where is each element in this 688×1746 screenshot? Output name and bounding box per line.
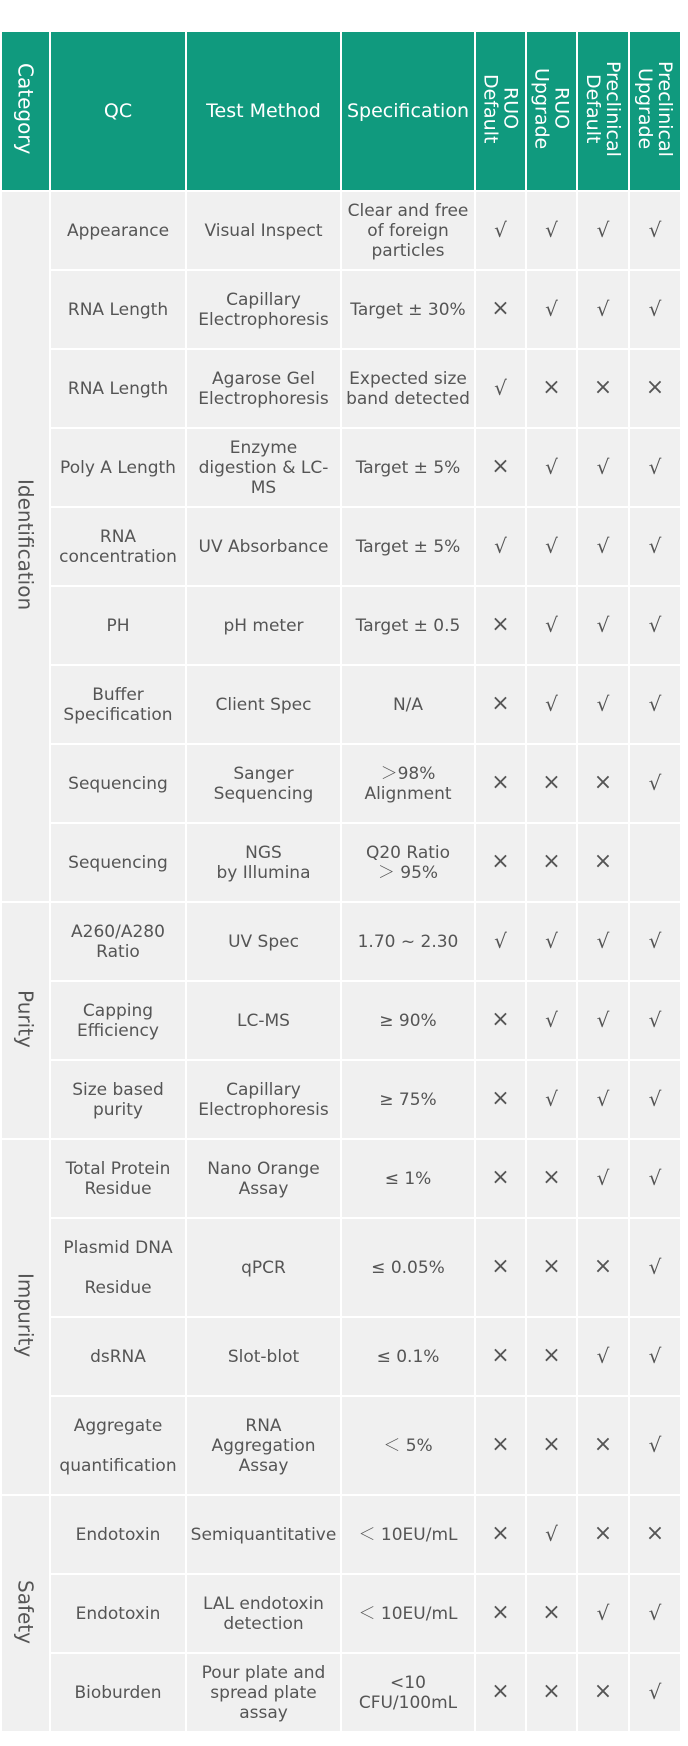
mark-symbol: ×	[491, 1254, 510, 1279]
method-cell: Enzyme digestion & LC- MS	[187, 429, 340, 506]
method-cell: UV Spec	[187, 903, 340, 980]
table-row	[2, 982, 680, 1059]
qc-cell: Capping Efficiency	[51, 982, 185, 1059]
check-mark-icon	[527, 982, 576, 1059]
mark-symbol: ×	[645, 375, 665, 400]
spec-cell: Target ± 5%	[342, 508, 474, 585]
mark-symbol: ×	[491, 296, 510, 321]
mark-symbol: ×	[593, 1432, 613, 1457]
method-cell: NGS by Illumina	[187, 824, 340, 901]
mark-symbol: ×	[645, 1521, 665, 1546]
category-impurity	[2, 1140, 49, 1494]
qc-cell: RNA Length	[51, 271, 185, 348]
qc-cell: Poly A Length	[51, 429, 185, 506]
qc-cell: Endotoxin	[51, 1496, 185, 1573]
spec-cell: <10 CFU/100mL	[342, 1654, 474, 1731]
spec-cell: ≤ 0.1%	[342, 1318, 474, 1395]
check-mark-icon	[476, 508, 525, 585]
check-mark-icon	[578, 271, 628, 348]
mark-symbol: √	[596, 691, 610, 716]
mark-symbol: ×	[542, 1343, 561, 1368]
mark-symbol: ×	[593, 1254, 613, 1279]
spec-cell: ≥ 90%	[342, 982, 474, 1059]
mark-symbol: ×	[491, 849, 510, 874]
check-mark-icon	[630, 1140, 680, 1217]
check-mark-icon	[527, 903, 576, 980]
check-mark-icon	[578, 982, 628, 1059]
mark-symbol: √	[596, 612, 610, 637]
method-cell: Visual Inspect	[187, 192, 340, 269]
method-cell: Client Spec	[187, 666, 340, 743]
mark-symbol: √	[648, 1679, 662, 1704]
check-mark-icon	[630, 192, 680, 269]
check-mark-icon	[527, 508, 576, 585]
mark-symbol: ×	[593, 849, 613, 874]
header-qc: QC	[51, 32, 185, 190]
cross-mark-icon	[630, 1496, 680, 1573]
method-cell: Capillary Electrophoresis	[187, 1061, 340, 1138]
cross-mark-icon	[527, 1397, 576, 1494]
spec-cell: ≤ 1%	[342, 1140, 474, 1217]
check-mark-icon	[527, 192, 576, 269]
mark-symbol: √	[648, 691, 662, 716]
spec-cell: Target ± 30%	[342, 271, 474, 348]
cross-mark-icon	[476, 1318, 525, 1395]
cross-mark-icon	[578, 1654, 628, 1731]
spec-cell: ≥ 75%	[342, 1061, 474, 1138]
check-mark-icon	[630, 587, 680, 664]
header-test-method: Test Method	[187, 32, 340, 190]
mark-symbol: √	[596, 454, 610, 479]
mark-symbol: √	[545, 217, 558, 242]
mark-symbol: √	[545, 691, 558, 716]
mark-symbol: ×	[542, 1679, 561, 1704]
check-mark-icon	[630, 1575, 680, 1652]
mark-symbol: ×	[491, 1086, 510, 1111]
check-mark-icon	[630, 1061, 680, 1138]
cross-mark-icon	[527, 824, 576, 901]
mark-symbol: √	[648, 1165, 662, 1190]
qc-cell: Endotoxin	[51, 1575, 185, 1652]
mark-symbol: √	[494, 217, 507, 242]
category-safety	[2, 1496, 49, 1731]
table-row	[2, 429, 680, 506]
method-cell: Sanger Sequencing	[187, 745, 340, 822]
spec-cell: ＜ 10EU/mL	[342, 1575, 474, 1652]
qc-cell: Aggregate quantification	[51, 1397, 185, 1494]
table-row	[2, 1575, 680, 1652]
table-row	[2, 1140, 680, 1217]
check-mark-icon	[527, 1496, 576, 1573]
spec-cell: Clear and free of foreign particles	[342, 192, 474, 269]
mark-symbol: √	[648, 928, 662, 953]
check-mark-icon	[527, 587, 576, 664]
qc-cell: RNA Length	[51, 350, 185, 427]
cross-mark-icon	[476, 429, 525, 506]
check-mark-icon	[476, 350, 525, 427]
mark-symbol: √	[648, 1432, 662, 1457]
mark-symbol: √	[648, 296, 662, 321]
mark-symbol: √	[648, 1343, 662, 1368]
table-row	[2, 1318, 680, 1395]
qc-cell: Sequencing	[51, 745, 185, 822]
mark-symbol: √	[648, 533, 662, 558]
spec-cell: ＞98% Alignment	[342, 745, 474, 822]
spec-cell: Target ± 5%	[342, 429, 474, 506]
spec-cell: N/A	[342, 666, 474, 743]
mark-symbol: ×	[542, 375, 561, 400]
header-category: Category	[2, 32, 49, 190]
check-mark-icon	[630, 666, 680, 743]
qc-cell: dsRNA	[51, 1318, 185, 1395]
category-purity	[2, 903, 49, 1138]
table-row	[2, 1654, 680, 1731]
mark-symbol: ×	[491, 691, 510, 716]
check-mark-icon	[578, 1318, 628, 1395]
table-row	[2, 666, 680, 743]
mark-symbol: √	[494, 533, 507, 558]
check-mark-icon	[578, 429, 628, 506]
mark-symbol: ×	[542, 770, 561, 795]
cross-mark-icon	[527, 1654, 576, 1731]
category-identification	[2, 192, 49, 901]
table-row	[2, 1397, 680, 1494]
mark-symbol: ×	[593, 375, 613, 400]
method-cell: Nano Orange Assay	[187, 1140, 340, 1217]
cross-mark-icon	[527, 1219, 576, 1316]
cross-mark-icon	[527, 350, 576, 427]
qc-cell: Appearance	[51, 192, 185, 269]
qc-cell: Bioburden	[51, 1654, 185, 1731]
mark-symbol: ×	[491, 770, 510, 795]
mark-symbol: ×	[491, 1600, 510, 1625]
check-mark-icon	[630, 1318, 680, 1395]
mark-symbol: √	[545, 612, 558, 637]
qc-cell: Plasmid DNA Residue	[51, 1219, 185, 1316]
qc-cell: Sequencing	[51, 824, 185, 901]
category-label: Identification	[13, 479, 38, 611]
cross-mark-icon	[476, 1219, 525, 1316]
mark-symbol: ×	[491, 612, 510, 637]
spec-cell: Target ± 0.5	[342, 587, 474, 664]
header-ruo-default: RUO Default	[476, 32, 525, 190]
check-mark-icon	[527, 271, 576, 348]
check-mark-icon	[630, 429, 680, 506]
mark-symbol: √	[648, 1600, 662, 1625]
method-cell: UV Absorbance	[187, 508, 340, 585]
cross-mark-icon	[578, 350, 628, 427]
mark-symbol: √	[648, 1086, 662, 1111]
mark-symbol: √	[596, 533, 610, 558]
qc-cell: Buffer Specification	[51, 666, 185, 743]
mark-symbol: √	[545, 533, 558, 558]
check-mark-icon	[578, 666, 628, 743]
mark-symbol: ×	[542, 849, 561, 874]
table-row	[2, 350, 680, 427]
check-mark-icon	[476, 903, 525, 980]
cross-mark-icon	[476, 587, 525, 664]
mark-symbol: √	[545, 296, 558, 321]
mark-symbol: √	[596, 1007, 610, 1032]
mark-symbol: √	[648, 454, 662, 479]
mark-symbol: ×	[491, 1007, 510, 1032]
table-row	[2, 745, 680, 822]
spec-cell: ＜ 10EU/mL	[342, 1496, 474, 1573]
method-cell: Pour plate and spread plate assay	[187, 1654, 340, 1731]
mark-symbol: √	[596, 928, 610, 953]
check-mark-icon	[578, 903, 628, 980]
mark-symbol: √	[648, 1254, 662, 1279]
mark-symbol: ×	[593, 1521, 613, 1546]
qc-table-container	[0, 30, 680, 1733]
cross-mark-icon	[476, 982, 525, 1059]
qc-cell: A260/A280 Ratio	[51, 903, 185, 980]
check-mark-icon	[578, 192, 628, 269]
check-mark-icon	[527, 429, 576, 506]
mark-symbol: ×	[491, 1432, 510, 1457]
header-specification: Specification	[342, 32, 474, 190]
mark-symbol: ×	[491, 1343, 510, 1368]
cross-mark-icon	[578, 1496, 628, 1573]
method-cell: pH meter	[187, 587, 340, 664]
mark-symbol: √	[596, 296, 610, 321]
check-mark-icon	[630, 508, 680, 585]
empty-mark-cell	[630, 824, 680, 901]
table-row	[2, 508, 680, 585]
table-row	[2, 1219, 680, 1316]
cross-mark-icon	[578, 1219, 628, 1316]
cross-mark-icon	[476, 745, 525, 822]
table-row	[2, 824, 680, 901]
mark-symbol: √	[648, 770, 662, 795]
table-body	[2, 192, 680, 1731]
table-row	[2, 587, 680, 664]
method-cell: LC-MS	[187, 982, 340, 1059]
check-mark-icon	[476, 192, 525, 269]
mark-symbol: √	[545, 1086, 558, 1111]
mark-symbol: ×	[593, 770, 613, 795]
cross-mark-icon	[476, 1654, 525, 1731]
category-label: Impurity	[13, 1273, 38, 1358]
mark-symbol: √	[545, 1521, 558, 1546]
check-mark-icon	[630, 745, 680, 822]
header-row	[2, 32, 680, 190]
qc-cell: RNA concentration	[51, 508, 185, 585]
cross-mark-icon	[476, 1496, 525, 1573]
header-preclinical-default: Preclinical Default	[578, 32, 628, 190]
check-mark-icon	[578, 1140, 628, 1217]
method-cell: Semiquantitative	[187, 1496, 340, 1573]
mark-symbol: ×	[593, 1679, 613, 1704]
check-mark-icon	[630, 1654, 680, 1731]
table-row	[2, 192, 680, 269]
mark-symbol: √	[545, 454, 558, 479]
check-mark-icon	[578, 1575, 628, 1652]
mark-symbol: ×	[491, 454, 510, 479]
mark-symbol: √	[545, 928, 558, 953]
mark-symbol: ×	[542, 1254, 561, 1279]
spec-cell: Q20 Ratio ＞ 95%	[342, 824, 474, 901]
check-mark-icon	[630, 271, 680, 348]
method-cell: Slot-blot	[187, 1318, 340, 1395]
cross-mark-icon	[476, 1061, 525, 1138]
check-mark-icon	[527, 1061, 576, 1138]
mark-symbol: √	[494, 928, 507, 953]
category-label: Purity	[13, 990, 38, 1048]
spec-cell: ≤ 0.05%	[342, 1219, 474, 1316]
spec-cell: Expected size band detected	[342, 350, 474, 427]
method-cell: Agarose Gel Electrophoresis	[187, 350, 340, 427]
qc-table	[0, 30, 682, 1733]
check-mark-icon	[527, 666, 576, 743]
mark-symbol: ×	[491, 1165, 510, 1190]
cross-mark-icon	[578, 745, 628, 822]
cross-mark-icon	[476, 666, 525, 743]
header-ruo-upgrade: RUO Upgrade	[527, 32, 576, 190]
cross-mark-icon	[578, 1397, 628, 1494]
qc-cell: PH	[51, 587, 185, 664]
qc-cell: Size based purity	[51, 1061, 185, 1138]
cross-mark-icon	[527, 1575, 576, 1652]
cross-mark-icon	[630, 350, 680, 427]
check-mark-icon	[578, 1061, 628, 1138]
mark-symbol: √	[545, 1007, 558, 1032]
mark-symbol: ×	[542, 1165, 561, 1190]
check-mark-icon	[630, 1219, 680, 1316]
cross-mark-icon	[476, 824, 525, 901]
category-label: Safety	[13, 1580, 38, 1644]
mark-symbol: ×	[542, 1600, 561, 1625]
mark-symbol: ×	[542, 1432, 561, 1457]
cross-mark-icon	[527, 1318, 576, 1395]
spec-cell: 1.70 ~ 2.30	[342, 903, 474, 980]
cross-mark-icon	[476, 271, 525, 348]
check-mark-icon	[630, 903, 680, 980]
qc-cell: Total Protein Residue	[51, 1140, 185, 1217]
cross-mark-icon	[476, 1140, 525, 1217]
method-cell: qPCR	[187, 1219, 340, 1316]
method-cell: Capillary Electrophoresis	[187, 271, 340, 348]
method-cell: LAL endotoxin detection	[187, 1575, 340, 1652]
mark-symbol: √	[596, 1165, 610, 1190]
header-preclinical-upgrade: Preclinical Upgrade	[630, 32, 680, 190]
table-row	[2, 271, 680, 348]
mark-symbol: √	[494, 375, 507, 400]
spec-cell: ＜ 5%	[342, 1397, 474, 1494]
mark-symbol: √	[648, 1007, 662, 1032]
mark-symbol: √	[648, 217, 662, 242]
cross-mark-icon	[476, 1575, 525, 1652]
table-row	[2, 1061, 680, 1138]
check-mark-icon	[630, 1397, 680, 1494]
mark-symbol: √	[596, 1600, 610, 1625]
mark-symbol: ×	[491, 1679, 510, 1704]
table-row	[2, 1496, 680, 1573]
mark-symbol: √	[648, 612, 662, 637]
mark-symbol: √	[596, 217, 610, 242]
check-mark-icon	[578, 587, 628, 664]
mark-symbol: √	[596, 1343, 610, 1368]
check-mark-icon	[578, 508, 628, 585]
cross-mark-icon	[527, 745, 576, 822]
mark-symbol: √	[596, 1086, 610, 1111]
check-mark-icon	[630, 982, 680, 1059]
cross-mark-icon	[578, 824, 628, 901]
mark-symbol: ×	[491, 1521, 510, 1546]
table-row	[2, 903, 680, 980]
method-cell: RNA Aggregation Assay	[187, 1397, 340, 1494]
cross-mark-icon	[527, 1140, 576, 1217]
cross-mark-icon	[476, 1397, 525, 1494]
